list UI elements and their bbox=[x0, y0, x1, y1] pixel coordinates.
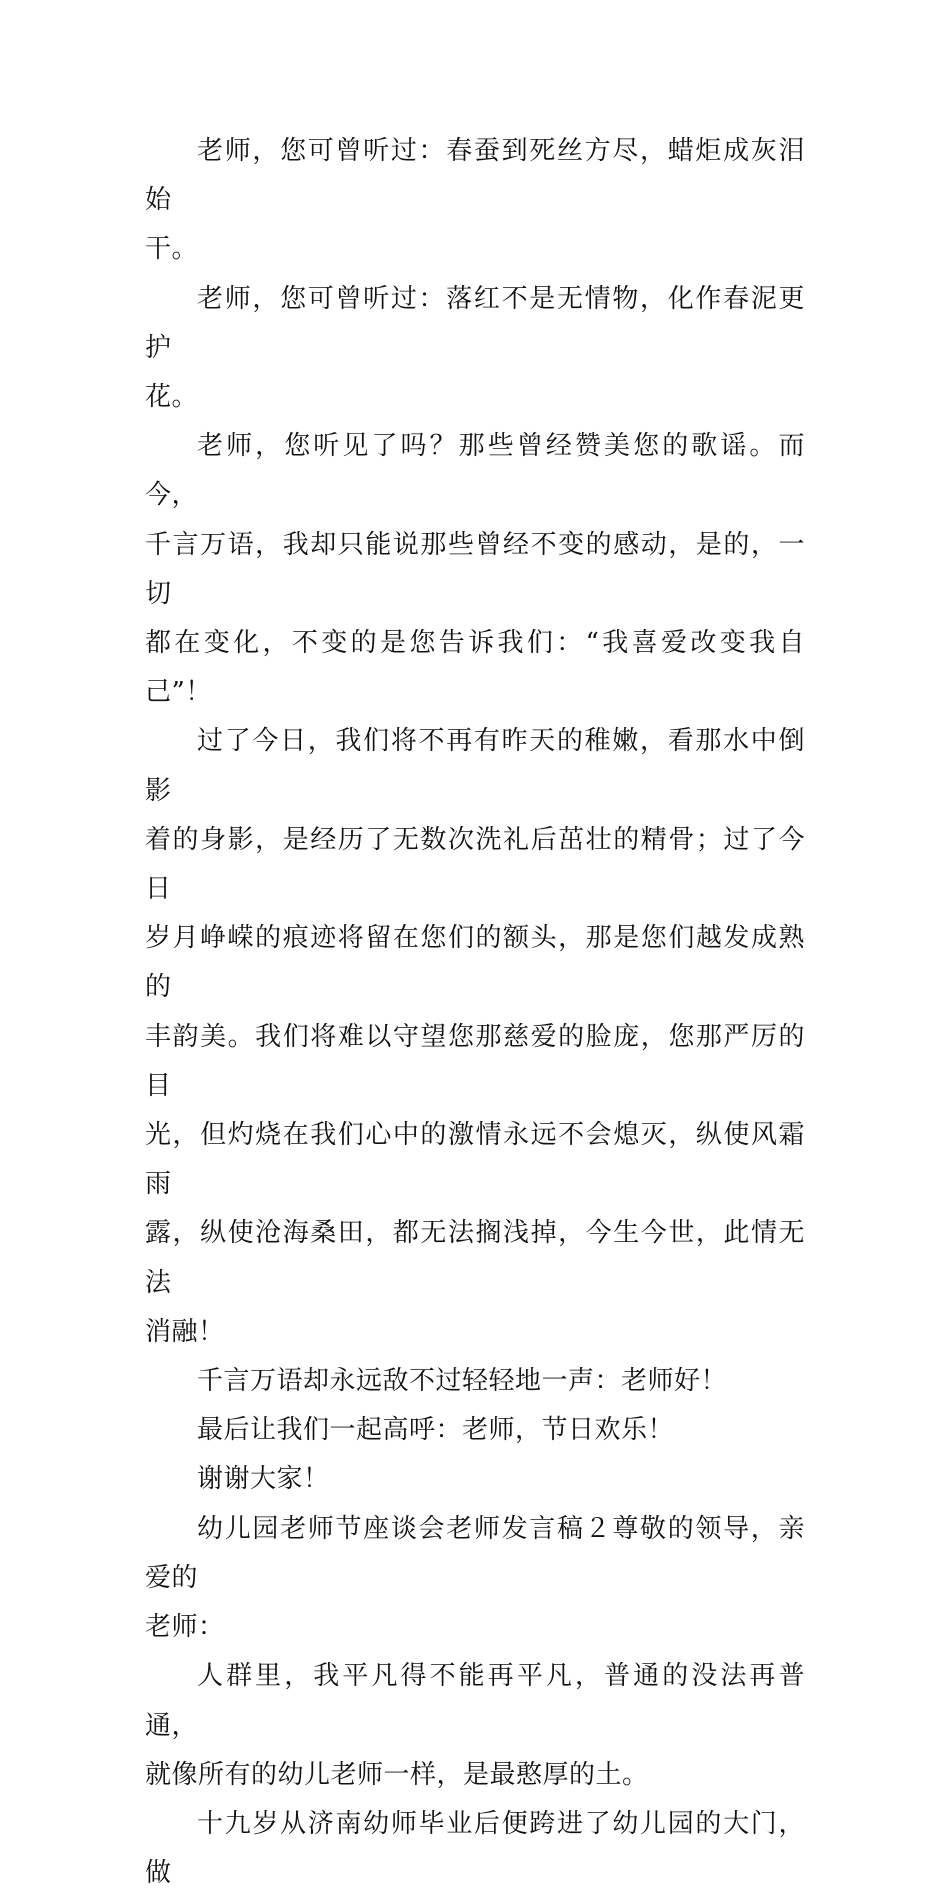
paragraph-5: 千言万语却永远敌不过轻轻地一声：老师好！ bbox=[197, 1366, 728, 1397]
paragraph-2: 老师，您可曾听过：落红不是无情物，化作春泥更护 花。 bbox=[145, 283, 805, 413]
paragraph-6: 最后让我们一起高呼：老师，节日欢乐！ bbox=[197, 1415, 675, 1446]
paragraph-3: 老师，您听见了吗？那些曾经赞美您的歌谣。而今， 千言万语，我却只能说那些曾经不变的感动，是的，一切 都在变化，不变的是您告诉我们：“我喜爱改变我自己”！ bbox=[145, 431, 805, 708]
document-body bbox=[145, 127, 805, 1898]
paragraph-1: 老师，您可曾听过：春蚕到死丝方尽，蜡炬成灰泪始 干。 bbox=[145, 136, 805, 265]
paragraph-7: 谢谢大家！ bbox=[197, 1464, 330, 1495]
paragraph-4: 过了今日，我们将不再有昨天的稚嫩，看那水中倒影 着的身影，是经历了无数次洗礼后茁壮的精骨；过了今日 岁月峥嵘的痕迹将留在您们的额头，那是您们越发成熟的 丰韵美。我们将难以守望您那慈爱的脸庞，您那严厉的目 光，但灼烧在我们心中的激情永远不会熄灭，纵使风霜雨 露，纵使沧海桑田，都无法搁浅掉，今生今世，此情无法 消融！ bbox=[145, 726, 805, 1347]
paragraph-8: 幼儿园老师节座谈会老师发言稿２尊敬的领导，亲爱的 老师： bbox=[145, 1513, 805, 1643]
paragraph-10: 十九岁从济南幼师毕业后便跨进了幼儿园的大门，做 bbox=[145, 1808, 805, 1889]
paragraph-9: 人群里，我平凡得不能再平凡，普通的没法再普通， 就像所有的幼儿老师一样，是最憨厚的土。 bbox=[145, 1661, 805, 1790]
